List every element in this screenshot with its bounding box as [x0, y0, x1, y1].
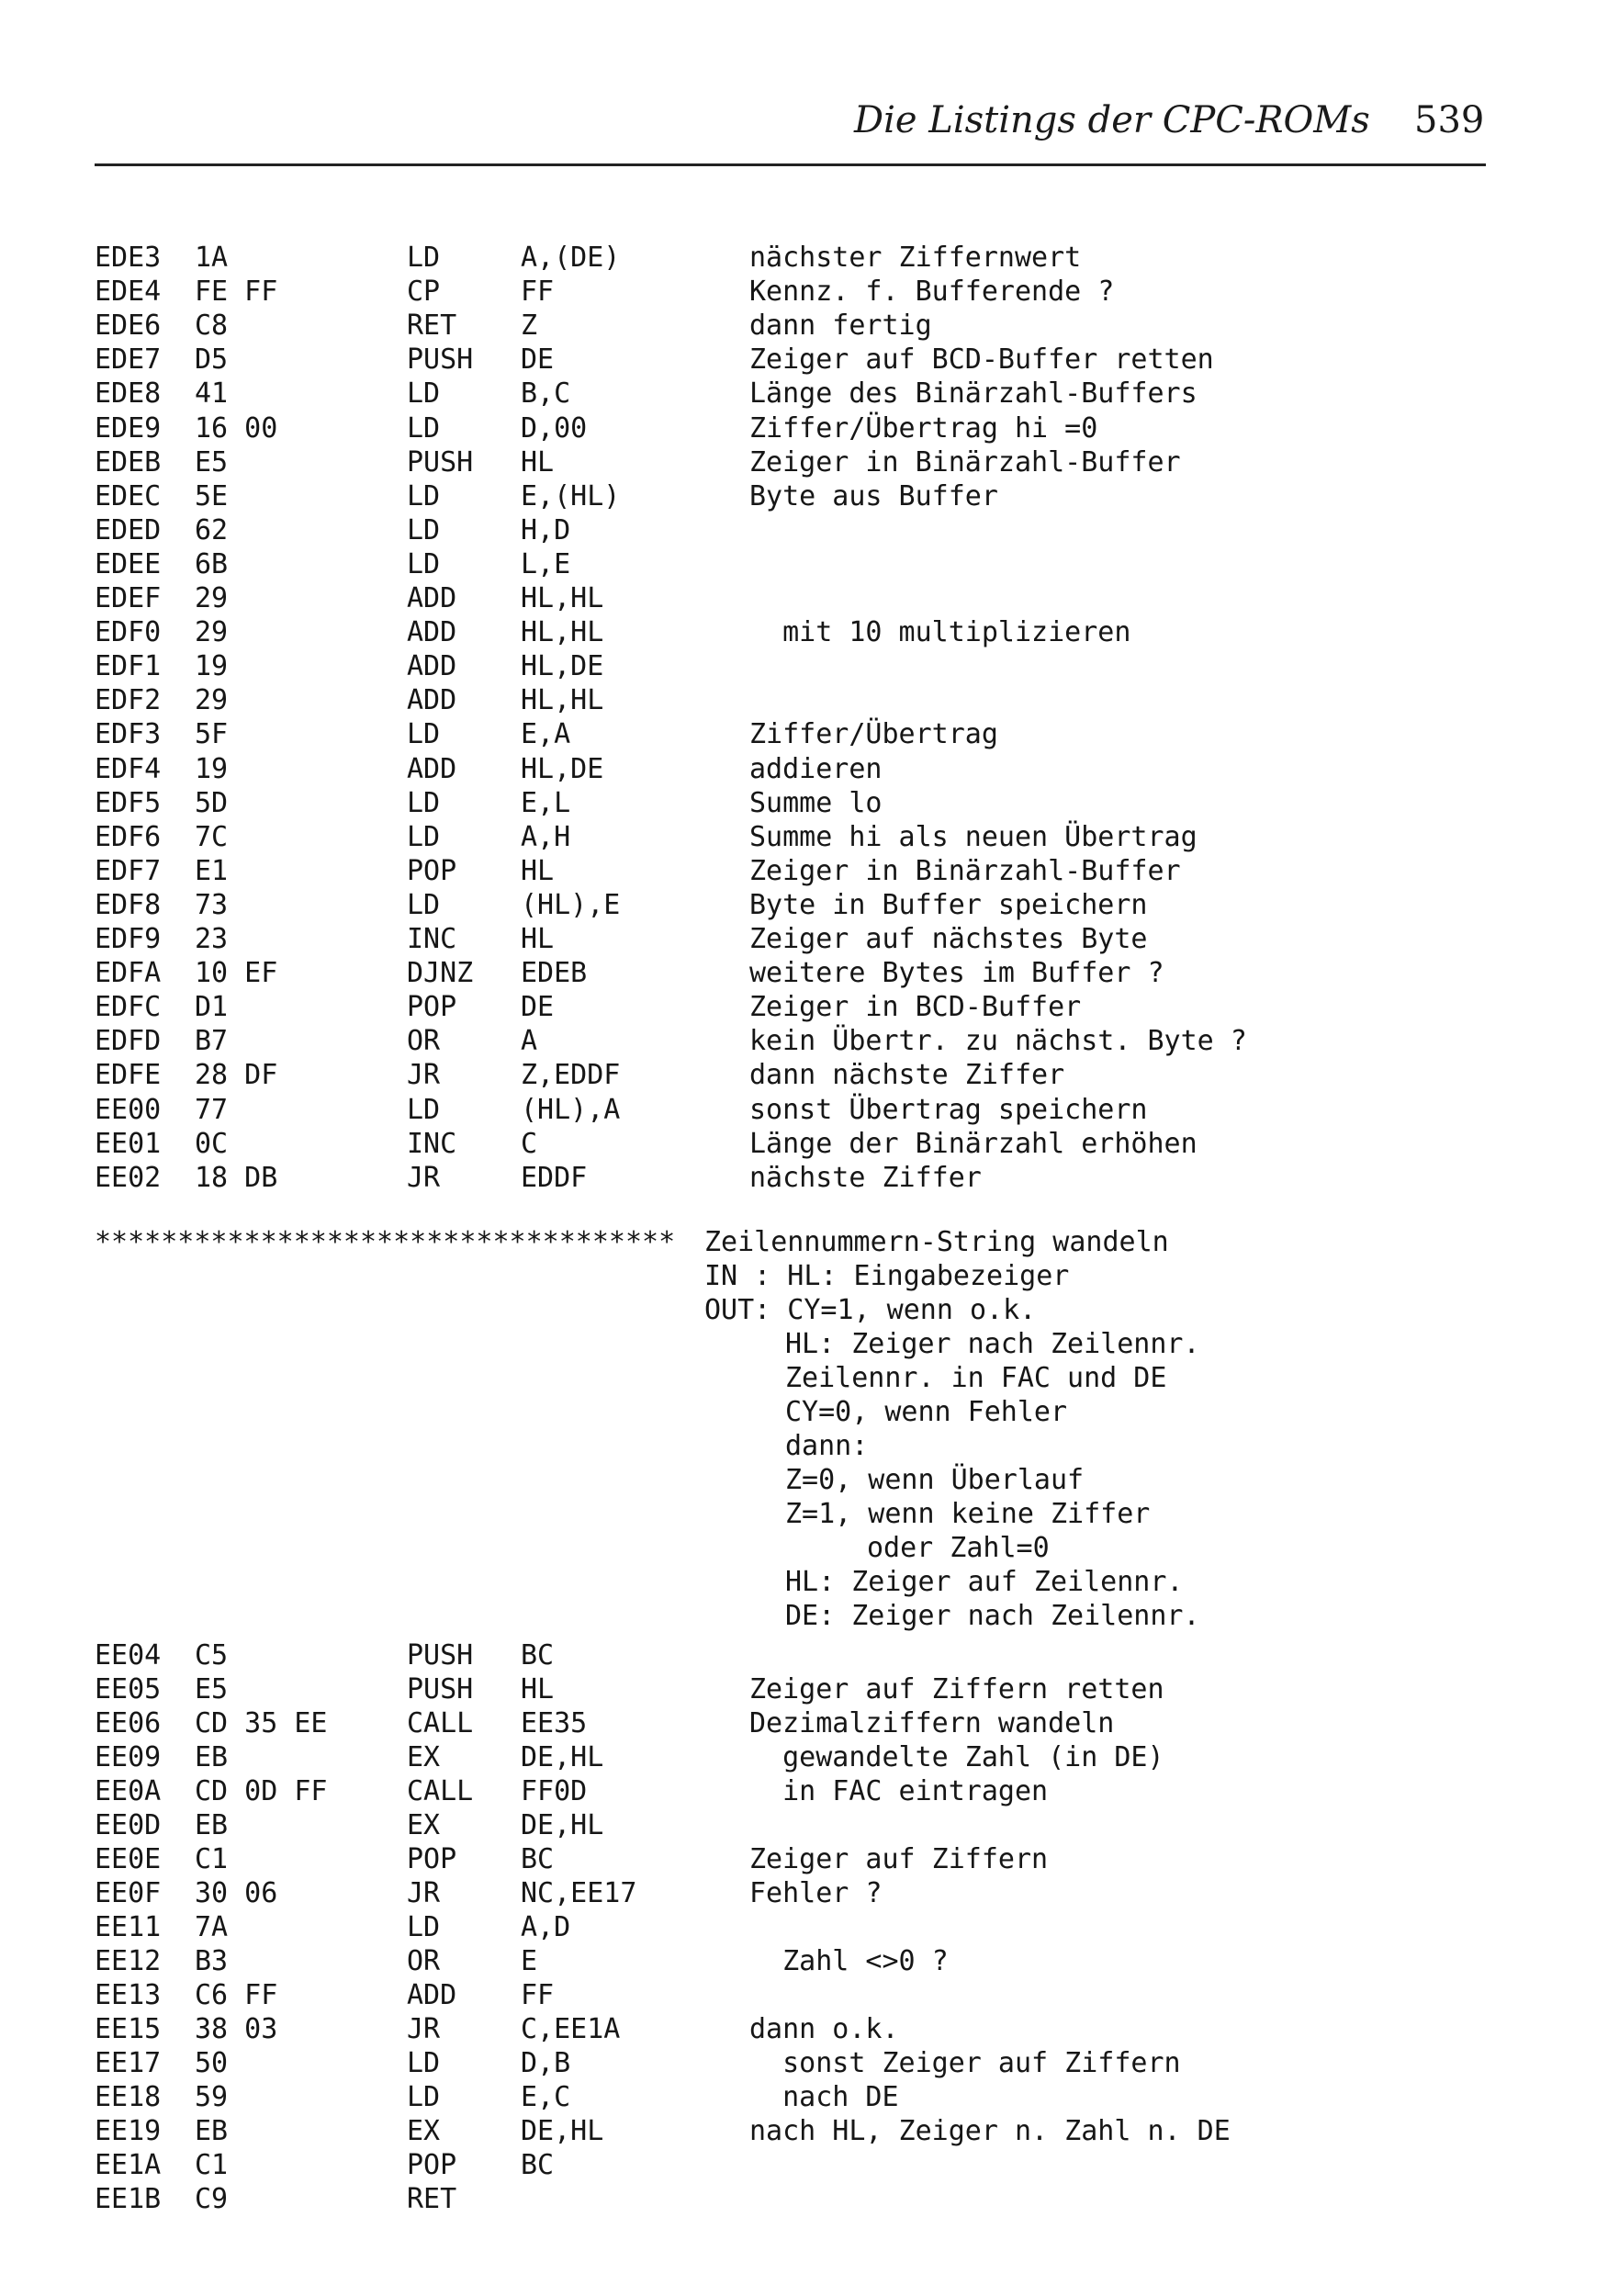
opcode-bytes-cell: E5	[195, 1673, 229, 1705]
listing-row	[0, 650, 1608, 684]
listing-row	[0, 684, 1608, 718]
listing-row	[0, 889, 1608, 923]
comment-cell: kein Übertr. zu nächst. Byte ?	[749, 1025, 1247, 1058]
opcode-bytes-cell: 50	[195, 2047, 229, 2079]
comment-cell: Zahl <>0 ?	[749, 1945, 949, 1977]
address-cell: EE11	[95, 1911, 162, 1943]
address-cell: EE15	[95, 2013, 162, 2045]
mnemonic-cell: LD	[407, 1911, 441, 1943]
operand-cell: E,L	[521, 786, 571, 819]
opcode-bytes-cell: 16 00	[195, 411, 278, 445]
operand-cell: HL	[521, 445, 555, 478]
comment-cell: sonst Zeiger auf Ziffern	[749, 2047, 1181, 2079]
address-cell: EDED	[95, 513, 162, 546]
operand-cell: BC	[521, 1843, 555, 1875]
address-cell: EE04	[95, 1639, 162, 1671]
address-cell: EE05	[95, 1673, 162, 1705]
listing-row	[0, 446, 1608, 480]
address-cell: EDEF	[95, 582, 162, 614]
opcode-bytes-cell: 7A	[195, 1911, 229, 1943]
address-cell: EE01	[95, 1127, 162, 1160]
listing-row	[0, 1979, 1608, 2013]
mnemonic-cell: LD	[407, 377, 441, 411]
opcode-bytes-cell: C1	[195, 2149, 229, 2181]
mnemonic-cell: ADD	[407, 616, 457, 649]
operand-cell: HL	[521, 854, 555, 887]
listing-row	[0, 957, 1608, 991]
opcode-bytes-cell: 28 DF	[195, 1059, 278, 1092]
operand-cell: B,C	[521, 377, 571, 411]
listing-row	[0, 1059, 1608, 1093]
listing-row	[0, 787, 1608, 821]
opcode-bytes-cell: E1	[195, 854, 229, 887]
listing-row	[0, 1025, 1608, 1059]
address-cell: EE19	[95, 2115, 162, 2147]
address-cell: EDF2	[95, 684, 162, 717]
comment-cell: Byte in Buffer speichern	[749, 888, 1148, 921]
listing-row	[0, 480, 1608, 514]
mnemonic-cell: JR	[407, 1161, 441, 1194]
comment-cell: mit 10 multiplizieren	[749, 616, 1131, 649]
listing-row	[0, 855, 1608, 889]
listing-row	[0, 2047, 1608, 2081]
mnemonic-cell: POP	[407, 1843, 457, 1875]
operand-cell: DE,HL	[521, 1809, 604, 1841]
mnemonic-cell: LD	[407, 820, 441, 853]
listing-row	[0, 1162, 1608, 1196]
address-cell: EE00	[95, 1093, 162, 1126]
comment-cell: Byte aus Buffer	[749, 479, 998, 512]
mnemonic-cell: LD	[407, 2047, 441, 2079]
mnemonic-cell: OR	[407, 1025, 441, 1058]
comment-cell: weitere Bytes im Buffer ?	[749, 957, 1164, 990]
description-line: HL: Zeiger nach Zeilennr.	[785, 1328, 1200, 1360]
operand-cell: BC	[521, 2149, 555, 2181]
address-cell: EDE9	[95, 411, 162, 445]
mnemonic-cell: ADD	[407, 1979, 457, 2011]
address-cell: EE13	[95, 1979, 162, 2011]
description-line: dann:	[785, 1430, 869, 1462]
mnemonic-cell: PUSH	[407, 1639, 474, 1671]
opcode-bytes-cell: D1	[195, 991, 229, 1024]
header-rule	[95, 163, 1486, 166]
operand-cell: E,(HL)	[521, 479, 621, 512]
address-cell: EE17	[95, 2047, 162, 2079]
opcode-bytes-cell: FE FF	[195, 276, 278, 309]
mnemonic-cell: LD	[407, 888, 441, 921]
mnemonic-cell: CALL	[407, 1707, 474, 1739]
opcode-bytes-cell: E5	[195, 445, 229, 478]
address-cell: EE02	[95, 1161, 162, 1194]
mnemonic-cell: INC	[407, 923, 457, 955]
operand-cell: HL,DE	[521, 752, 604, 785]
listing-row	[0, 616, 1608, 650]
listing-row	[0, 514, 1608, 548]
opcode-bytes-cell: 5F	[195, 718, 229, 751]
mnemonic-cell: CALL	[407, 1775, 474, 1807]
mnemonic-cell: OR	[407, 1945, 441, 1977]
operand-cell: A,H	[521, 820, 571, 853]
comment-cell: Zeiger in BCD-Buffer	[749, 991, 1082, 1024]
separator-stars: ***********************************	[95, 1226, 676, 1258]
address-cell: EDFD	[95, 1025, 162, 1058]
address-cell: EDF0	[95, 616, 162, 649]
operand-cell: (HL),A	[521, 1093, 621, 1126]
comment-cell: Ziffer/Übertrag hi =0	[749, 411, 1098, 445]
operand-cell: DE,HL	[521, 2115, 604, 2147]
address-cell: EE09	[95, 1741, 162, 1773]
opcode-bytes-cell: 30 06	[195, 1877, 278, 1909]
description-line: CY=0, wenn Fehler	[785, 1396, 1068, 1428]
address-cell: EDE6	[95, 310, 162, 343]
opcode-bytes-cell: 18 DB	[195, 1161, 278, 1194]
operand-cell: HL,HL	[521, 616, 604, 649]
operand-cell: H,D	[521, 513, 571, 546]
address-cell: EDF1	[95, 650, 162, 683]
description-line: OUT: CY=1, wenn o.k.	[704, 1294, 1037, 1326]
mnemonic-cell: LD	[407, 242, 441, 274]
opcode-bytes-cell: 73	[195, 888, 229, 921]
opcode-bytes-cell: 0C	[195, 1127, 229, 1160]
listing-row	[0, 242, 1608, 276]
comment-cell: Fehler ?	[749, 1877, 883, 1909]
listing-row	[0, 1128, 1608, 1162]
mnemonic-cell: LD	[407, 2081, 441, 2113]
comment-cell: dann o.k.	[749, 2013, 899, 2045]
operand-cell: EDEB	[521, 957, 588, 990]
opcode-bytes-cell: 29	[195, 582, 229, 614]
mnemonic-cell: LD	[407, 479, 441, 512]
comment-cell: in FAC eintragen	[749, 1775, 1049, 1807]
address-cell: EDFA	[95, 957, 162, 990]
address-cell: EDE4	[95, 276, 162, 309]
opcode-bytes-cell: 29	[195, 616, 229, 649]
address-cell: EDF5	[95, 786, 162, 819]
operand-cell: E,C	[521, 2081, 571, 2113]
operand-cell: (HL),E	[521, 888, 621, 921]
operand-cell: L,E	[521, 547, 571, 580]
listing-row	[0, 821, 1608, 855]
opcode-bytes-cell: 6B	[195, 547, 229, 580]
opcode-bytes-cell: C1	[195, 1843, 229, 1875]
opcode-bytes-cell: 41	[195, 377, 229, 411]
operand-cell: DE	[521, 991, 555, 1024]
listing-row	[0, 1877, 1608, 1911]
operand-cell: Z,EDDF	[521, 1059, 621, 1092]
opcode-bytes-cell: EB	[195, 1741, 229, 1773]
description-line: oder Zahl=0	[867, 1532, 1050, 1564]
operand-cell: A	[521, 1025, 538, 1058]
opcode-bytes-cell: 38 03	[195, 2013, 278, 2045]
address-cell: EDFC	[95, 991, 162, 1024]
mnemonic-cell: ADD	[407, 752, 457, 785]
listing-row	[0, 991, 1608, 1025]
operand-cell: C,EE1A	[521, 2013, 621, 2045]
opcode-bytes-cell: 10 EF	[195, 957, 278, 990]
listing-row	[0, 1639, 1608, 1673]
listing-row	[0, 2149, 1608, 2183]
address-cell: EDE3	[95, 242, 162, 274]
mnemonic-cell: ADD	[407, 650, 457, 683]
description-line: IN : HL: Eingabezeiger	[704, 1260, 1070, 1292]
listing-row	[0, 276, 1608, 310]
listing-row	[0, 412, 1608, 446]
listing-row	[0, 582, 1608, 616]
mnemonic-cell: LD	[407, 1093, 441, 1126]
mnemonic-cell: DJNZ	[407, 957, 474, 990]
comment-cell: sonst Übertrag speichern	[749, 1093, 1148, 1126]
opcode-bytes-cell: 59	[195, 2081, 229, 2113]
description-line: Z=1, wenn keine Ziffer	[785, 1498, 1151, 1530]
opcode-bytes-cell: 5D	[195, 786, 229, 819]
comment-cell: Summe hi als neuen Übertrag	[749, 820, 1198, 853]
address-cell: EE1A	[95, 2149, 162, 2181]
comment-cell: nächste Ziffer	[749, 1161, 982, 1194]
mnemonic-cell: PUSH	[407, 1673, 474, 1705]
address-cell: EDFE	[95, 1059, 162, 1092]
description-line: Zeilennummern-String wandeln	[704, 1226, 1169, 1258]
listing-row	[0, 1775, 1608, 1809]
mnemonic-cell: ADD	[407, 582, 457, 614]
listing-row	[0, 377, 1608, 411]
listing-row	[0, 310, 1608, 343]
operand-cell: HL	[521, 923, 555, 955]
listing-row	[0, 343, 1608, 377]
operand-cell: D,00	[521, 411, 588, 445]
comment-cell: Zeiger auf Ziffern retten	[749, 1673, 1164, 1705]
mnemonic-cell: PUSH	[407, 445, 474, 478]
operand-cell: C	[521, 1127, 538, 1160]
mnemonic-cell: LD	[407, 786, 441, 819]
comment-cell: nächster Ziffernwert	[749, 242, 1082, 274]
address-cell: EE06	[95, 1707, 162, 1739]
operand-cell: BC	[521, 1639, 555, 1671]
listing-row	[0, 1911, 1608, 1945]
address-cell: EE0E	[95, 1843, 162, 1875]
comment-cell: Zeiger auf Ziffern	[749, 1843, 1049, 1875]
mnemonic-cell: ADD	[407, 684, 457, 717]
mnemonic-cell: RET	[407, 310, 457, 343]
listing-row	[0, 2081, 1608, 2115]
opcode-bytes-cell: 19	[195, 650, 229, 683]
comment-cell: Zeiger auf BCD-Buffer retten	[749, 343, 1214, 377]
mnemonic-cell: LD	[407, 513, 441, 546]
description-line: DE: Zeiger nach Zeilennr.	[785, 1600, 1200, 1632]
listing-row	[0, 1843, 1608, 1877]
comment-cell: Zeiger in Binärzahl-Buffer	[749, 854, 1181, 887]
comment-cell: dann fertig	[749, 310, 932, 343]
operand-cell: HL,HL	[521, 684, 604, 717]
opcode-bytes-cell: EB	[195, 1809, 229, 1841]
opcode-bytes-cell: 77	[195, 1093, 229, 1126]
mnemonic-cell: POP	[407, 2149, 457, 2181]
operand-cell: A,(DE)	[521, 242, 621, 274]
address-cell: EDEC	[95, 479, 162, 512]
operand-cell: D,B	[521, 2047, 571, 2079]
comment-cell: gewandelte Zahl (in DE)	[749, 1741, 1164, 1773]
operand-cell: FF0D	[521, 1775, 588, 1807]
operand-cell: E,A	[521, 718, 571, 751]
opcode-bytes-cell: C9	[195, 2183, 229, 2215]
operand-cell: A,D	[521, 1911, 571, 1943]
address-cell: EDEE	[95, 547, 162, 580]
operand-cell: EDDF	[521, 1161, 588, 1194]
operand-cell: HL,DE	[521, 650, 604, 683]
mnemonic-cell: JR	[407, 1877, 441, 1909]
opcode-bytes-cell: B3	[195, 1945, 229, 1977]
comment-cell: Länge der Binärzahl erhöhen	[749, 1127, 1198, 1160]
operand-cell: FF	[521, 1979, 555, 2011]
opcode-bytes-cell: 62	[195, 513, 229, 546]
address-cell: EE18	[95, 2081, 162, 2113]
opcode-bytes-cell: 23	[195, 923, 229, 955]
mnemonic-cell: PUSH	[407, 343, 474, 377]
operand-cell: DE	[521, 343, 555, 377]
opcode-bytes-cell: 19	[195, 752, 229, 785]
address-cell: EDE8	[95, 377, 162, 411]
mnemonic-cell: JR	[407, 2013, 441, 2045]
listing-row	[0, 1707, 1608, 1741]
mnemonic-cell: LD	[407, 718, 441, 751]
opcode-bytes-cell: B7	[195, 1025, 229, 1058]
comment-cell: Kennz. f. Bufferende ?	[749, 276, 1115, 309]
opcode-bytes-cell: C5	[195, 1639, 229, 1671]
listing-row	[0, 1673, 1608, 1707]
operand-cell: E	[521, 1945, 538, 1977]
listing-row	[0, 2183, 1608, 2217]
mnemonic-cell: LD	[407, 411, 441, 445]
address-cell: EE0A	[95, 1775, 162, 1807]
mnemonic-cell: EX	[407, 1809, 441, 1841]
comment-cell: Summe lo	[749, 786, 883, 819]
mnemonic-cell: JR	[407, 1059, 441, 1092]
comment-cell: addieren	[749, 752, 883, 785]
description-line: Z=0, wenn Überlauf	[785, 1464, 1085, 1496]
opcode-bytes-cell: EB	[195, 2115, 229, 2147]
comment-cell: Dezimalziffern wandeln	[749, 1707, 1115, 1739]
opcode-bytes-cell: 29	[195, 684, 229, 717]
comment-cell: Ziffer/Übertrag	[749, 718, 998, 751]
comment-cell: nach HL, Zeiger n. Zahl n. DE	[749, 2115, 1231, 2147]
mnemonic-cell: EX	[407, 1741, 441, 1773]
comment-cell: Zeiger in Binärzahl-Buffer	[749, 445, 1181, 478]
mnemonic-cell: POP	[407, 854, 457, 887]
operand-cell: HL	[521, 1673, 555, 1705]
listing-row	[0, 2013, 1608, 2047]
comment-cell: Zeiger auf nächstes Byte	[749, 923, 1148, 955]
address-cell: EE0D	[95, 1809, 162, 1841]
opcode-bytes-cell: 1A	[195, 242, 229, 274]
page-number: 539	[1414, 99, 1485, 141]
listing-row	[0, 1741, 1608, 1775]
address-cell: EDEB	[95, 445, 162, 478]
address-cell: EDF9	[95, 923, 162, 955]
listing-row	[0, 1094, 1608, 1128]
listing-row	[0, 2115, 1608, 2149]
operand-cell: Z	[521, 310, 538, 343]
listing-row	[0, 718, 1608, 752]
address-cell: EDF3	[95, 718, 162, 751]
description-line: HL: Zeiger auf Zeilennr.	[785, 1566, 1184, 1598]
opcode-bytes-cell: D5	[195, 343, 229, 377]
opcode-bytes-cell: C8	[195, 310, 229, 343]
address-cell: EE1B	[95, 2183, 162, 2215]
comment-cell: nach DE	[749, 2081, 899, 2113]
mnemonic-cell: LD	[407, 547, 441, 580]
address-cell: EE0F	[95, 1877, 162, 1909]
mnemonic-cell: CP	[407, 276, 441, 309]
comment-cell: dann nächste Ziffer	[749, 1059, 1065, 1092]
operand-cell: HL,HL	[521, 582, 604, 614]
address-cell: EDF8	[95, 888, 162, 921]
running-header-title: Die Listings der CPC-ROMs	[854, 99, 1370, 141]
mnemonic-cell: EX	[407, 2115, 441, 2147]
opcode-bytes-cell: CD 0D FF	[195, 1775, 328, 1807]
address-cell: EDF6	[95, 820, 162, 853]
address-cell: EDF4	[95, 752, 162, 785]
listing-row	[0, 548, 1608, 582]
operand-cell: EE35	[521, 1707, 588, 1739]
address-cell: EDE7	[95, 343, 162, 377]
address-cell: EDF7	[95, 854, 162, 887]
listing-row	[0, 1945, 1608, 1979]
operand-cell: DE,HL	[521, 1741, 604, 1773]
opcode-bytes-cell: CD 35 EE	[195, 1707, 328, 1739]
opcode-bytes-cell: C6 FF	[195, 1979, 278, 2011]
listing-row	[0, 1809, 1608, 1843]
operand-cell: NC,EE17	[521, 1877, 637, 1909]
description-line: Zeilennr. in FAC und DE	[785, 1362, 1167, 1394]
listing-row	[0, 923, 1608, 957]
mnemonic-cell: RET	[407, 2183, 457, 2215]
address-cell: EE12	[95, 1945, 162, 1977]
listing-row	[0, 753, 1608, 787]
opcode-bytes-cell: 7C	[195, 820, 229, 853]
mnemonic-cell: POP	[407, 991, 457, 1024]
opcode-bytes-cell: 5E	[195, 479, 229, 512]
operand-cell: FF	[521, 276, 555, 309]
comment-cell: Länge des Binärzahl-Buffers	[749, 377, 1198, 411]
mnemonic-cell: INC	[407, 1127, 457, 1160]
